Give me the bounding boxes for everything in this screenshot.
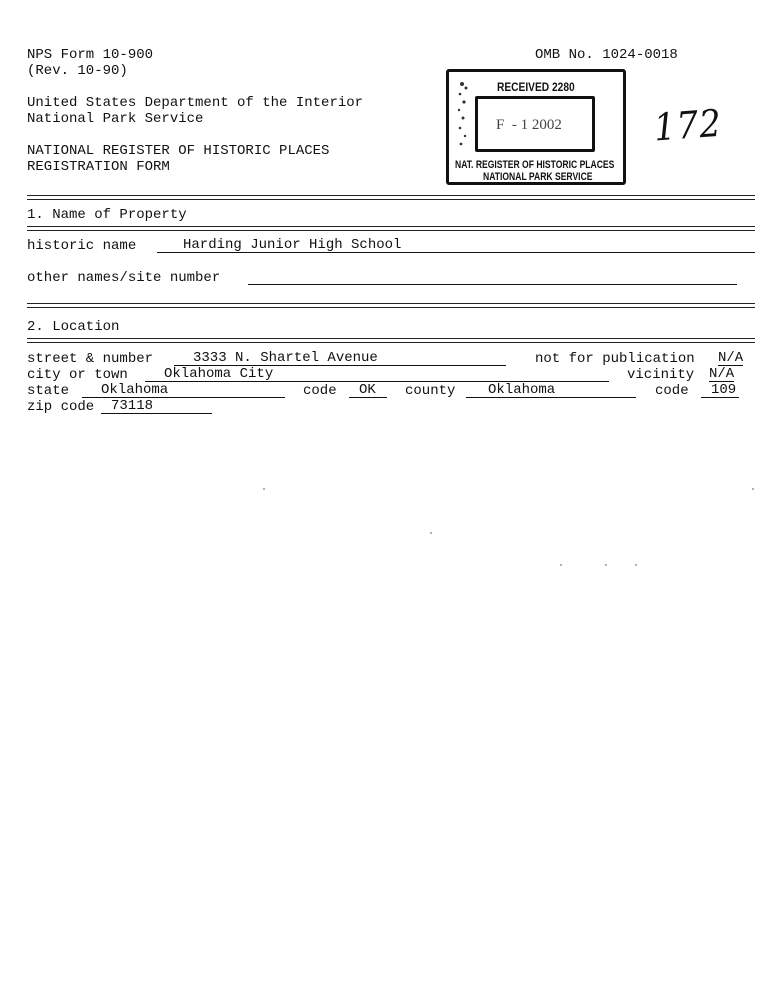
section-divider	[27, 226, 755, 231]
state-code-field[interactable]: OK	[349, 383, 387, 398]
historic-name-field[interactable]: Harding Junior High School	[157, 238, 755, 253]
state-code-label: code	[303, 383, 337, 399]
scan-speck	[560, 564, 562, 566]
form-number: NPS Form 10-900	[27, 47, 154, 63]
state-field[interactable]: Oklahoma	[82, 383, 285, 398]
stamp-date-box	[475, 96, 595, 152]
not-for-publication-field[interactable]: N/A	[718, 350, 744, 366]
county-code-label: code	[655, 383, 689, 399]
other-names-label: other names/site number	[27, 270, 221, 286]
received-stamp	[446, 69, 626, 185]
omb-number: OMB No. 1024-0018	[535, 47, 678, 63]
section-2-title: 2. Location	[27, 319, 120, 335]
county-label: county	[405, 383, 456, 399]
stamp-received-text: RECEIVED 2280	[497, 80, 575, 94]
not-for-publication-label: not for publication	[535, 351, 695, 367]
scan-speck	[430, 532, 432, 534]
form-revision: (Rev. 10-90)	[27, 63, 128, 79]
scan-speck	[263, 488, 265, 490]
other-names-field[interactable]	[248, 270, 737, 285]
vicinity-label: vicinity	[627, 367, 695, 383]
stamp-register-text: NAT. REGISTER OF HISTORIC PLACES	[455, 159, 615, 171]
zip-label: zip code	[27, 399, 95, 415]
scan-speck	[635, 564, 637, 566]
city-label: city or town	[27, 367, 128, 383]
city-field[interactable]: Oklahoma City	[145, 367, 609, 382]
street-field[interactable]: 3333 N. Shartel Avenue	[174, 351, 506, 366]
service-name: National Park Service	[27, 111, 204, 127]
section-1-title: 1. Name of Property	[27, 207, 187, 223]
county-code-field[interactable]: 109	[701, 383, 739, 398]
section-divider	[27, 338, 755, 343]
scan-speck	[605, 564, 607, 566]
vicinity-field[interactable]: N/A	[709, 366, 735, 382]
handwritten-number: 172	[652, 101, 724, 151]
form-type: REGISTRATION FORM	[27, 159, 170, 175]
historic-name-label: historic name	[27, 238, 137, 254]
state-label: state	[27, 383, 70, 399]
section-divider	[27, 195, 755, 200]
stamp-nps-text: NATIONAL PARK SERVICE	[483, 171, 593, 183]
section-divider	[27, 303, 755, 308]
county-field[interactable]: Oklahoma	[466, 383, 636, 398]
street-label: street & number	[27, 351, 154, 367]
department-name: United States Department of the Interior	[27, 95, 364, 111]
zip-field[interactable]: 73118	[101, 399, 212, 414]
stamp-date: F - 1 2002	[496, 117, 562, 133]
scan-speck	[752, 488, 754, 490]
register-title: NATIONAL REGISTER OF HISTORIC PLACES	[27, 143, 330, 159]
stamp-smudge-icon	[453, 78, 473, 158]
